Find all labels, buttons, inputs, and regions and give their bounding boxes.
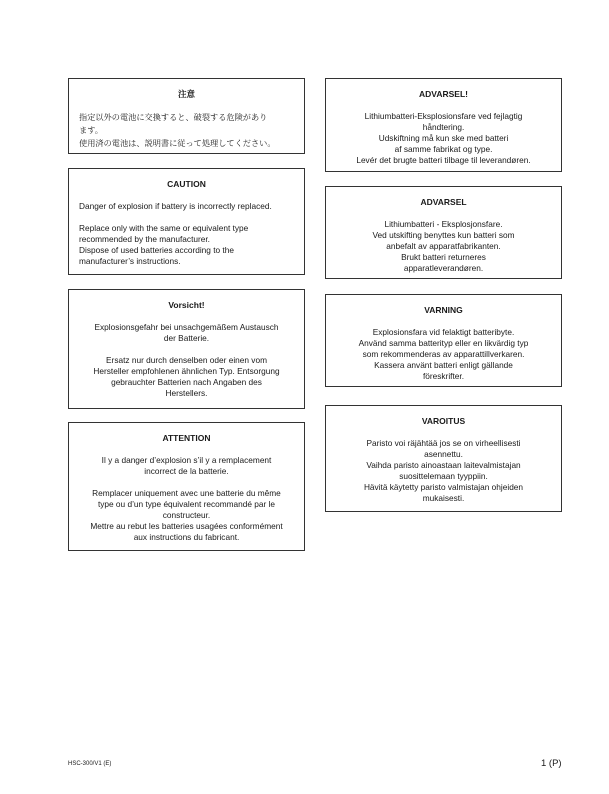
warning-box-danish	[325, 78, 562, 172]
footer-page-number: 1 (P)	[541, 758, 562, 769]
footer-model-number: HSC-300/V1 (E)	[68, 761, 112, 767]
warning-text: Paristo voi räjähtää jos se on virheellisesti asennettu. Vaihda paristo ainoastaan laitevalmistajan suosittelemaan tyyppiin. Hävitä käytetty paristo valmistajan ohjeiden mukaisesti.	[363, 438, 524, 503]
warning-text: Lithiumbatteri - Eksplosjonsfare. Ved utskifting benyttes kun batteri som anbefalt av apparatfabrikanten. Brukt batteri returneres apparatleverandøren.	[372, 219, 515, 273]
warning-title: VARNING	[424, 305, 463, 315]
warning-title: Vorsicht!	[168, 300, 205, 310]
warning-box-french	[68, 422, 305, 551]
warning-box-finnish	[325, 405, 562, 512]
warning-text: Ersatz nur durch denselben oder einen vom Hersteller empfohlenen ähnlichen Typ. Entsorgung gebrauchter Batterien nach Angaben des Herstellers.	[93, 355, 280, 398]
warning-title: ADVARSEL	[420, 197, 467, 207]
warning-text: Explosionsfara vid felaktigt batteribyte. Använd samma batterityp eller en likvärdig typ som rekommenderas av apparattillverkaren. Kassera använt batteri enligt gällande föreskrifter.	[358, 327, 529, 381]
warning-box-german	[68, 289, 305, 409]
warning-box-english	[68, 168, 305, 275]
warning-text: 指定以外の電池に交換すると、破裂する危険があり ます。 使用済の電池は、説明書に従って処理してください。	[79, 112, 276, 148]
warning-title: ATTENTION	[162, 433, 211, 443]
warning-title: 注意	[177, 89, 195, 99]
warning-text: Explosionsgefahr bei unsachgemäßem Austausch der Batterie.	[94, 322, 279, 343]
warning-title: CAUTION	[167, 179, 206, 189]
warning-text: Lithiumbatteri-Eksplosionsfare ved fejlagtig håndtering. Udskiftning må kun ske med batteri af samme fabrikat og type. Levér det brugte batteri tilbage til leverandøren.	[356, 111, 531, 165]
warning-box-swedish	[325, 294, 562, 387]
warning-text: Il y a danger d’explosion s’il y a remplacement incorrect de la batterie.	[101, 455, 272, 476]
warning-text: Danger of explosion if battery is incorrectly replaced.	[79, 201, 272, 211]
warning-title: VAROITUS	[421, 416, 466, 426]
warning-text: Remplacer uniquement avec une batterie du même type ou d’un type équivalent recommandé par le constructeur. Mettre au rebut les batteries usagées conformément aux instructions du fabricant.	[90, 488, 283, 542]
warning-title: ADVARSEL!	[419, 89, 468, 99]
warning-box-japanese	[68, 78, 305, 154]
warning-text: Replace only with the same or equivalent type recommended by the manufacturer. Dispose of used batteries according to the manufacturer’s instructions.	[79, 223, 249, 266]
warning-box-norwegian	[325, 186, 562, 279]
